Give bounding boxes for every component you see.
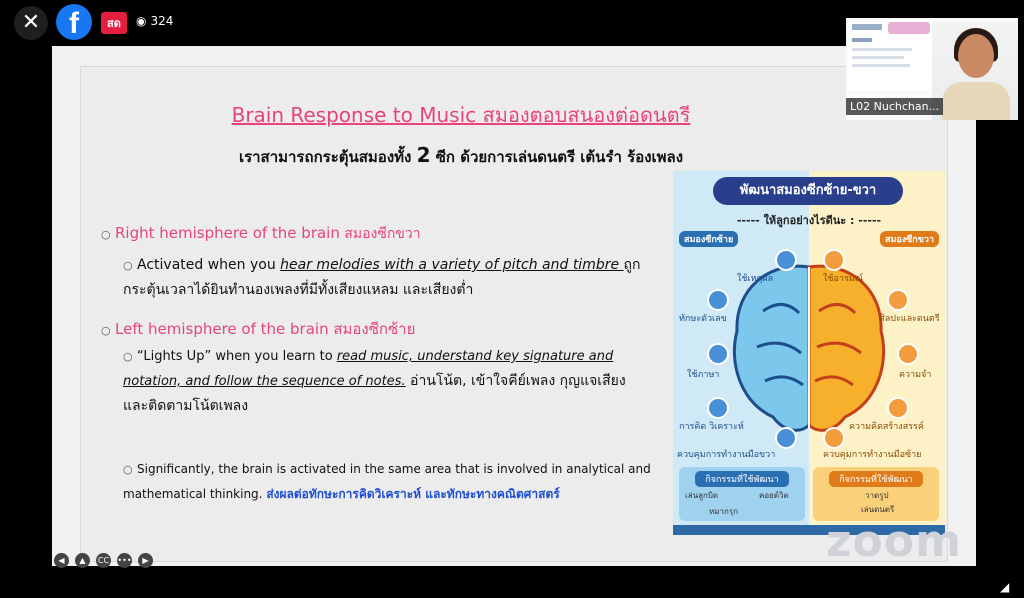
right-hemisphere-heading [101, 223, 421, 245]
speaker-body [942, 82, 1010, 120]
left-hemisphere-text [123, 345, 643, 419]
infographic-title: พัฒนาสมองซีกซ้าย-ขวา [713, 177, 903, 205]
right-item-4: ควบคุมการทำงานมือซ้าย [823, 450, 922, 460]
right-activities-title: กิจกรรมที่ใช้พัฒนา [829, 471, 923, 487]
facebook-logo[interactable]: f [56, 4, 92, 40]
bullet-icon: ○ [123, 463, 133, 476]
captions-icon[interactable]: CC [96, 553, 111, 568]
live-badge: สด [101, 12, 127, 34]
right-heading-en: Right hemisphere of the brain [115, 224, 340, 242]
left-text-thai: อ่านโน้ต, เข้าใจคีย์เพลง กุญแจเสียง และติดตามโน้ตเพลง [123, 373, 626, 414]
more-options-icon[interactable]: ••• [117, 553, 132, 568]
right-activities-box [813, 467, 939, 521]
left-activity-1: คอยต์วิต [759, 491, 789, 500]
left-hemisphere-heading [101, 317, 415, 341]
speaker-video-thumbnail[interactable] [846, 18, 1018, 120]
left-text-pre: “Lights Up” when you learn to [137, 349, 337, 364]
left-item-4: ควบคุมการทำงานมือขวา [677, 450, 776, 460]
significance-th: ส่งผลต่อทักษะการคิดวิเคราะห์ และทักษะทางคณิตศาสตร์ [266, 487, 560, 501]
left-brain-shape [734, 266, 809, 430]
right-hand-icon [775, 427, 797, 449]
right-heading-th: สมองซีกขวา [339, 226, 421, 242]
slide-subtitle [81, 143, 841, 169]
speaker-shared-slide [848, 20, 934, 90]
zoom-watermark: zoom [826, 516, 962, 567]
analysis-icon [707, 397, 729, 419]
bullet-icon: ○ [101, 228, 111, 241]
right-hemisphere-text [123, 253, 643, 302]
brain-infographic [673, 171, 945, 535]
video-stage[interactable] [52, 46, 976, 566]
right-item-2: ความจำ [899, 370, 932, 380]
bullet-icon: ○ [123, 259, 133, 272]
left-heading-th: สมองซีกซ้าย [328, 320, 416, 338]
eye-icon: ◉ [136, 14, 147, 28]
left-item-1: ทักษะตัวเลข [679, 314, 727, 324]
pointer-icon[interactable]: ▲ [75, 553, 90, 568]
bullet-icon: ○ [101, 324, 111, 337]
right-brain-heading: สมองซีกขวา [880, 231, 939, 247]
slide-subtitle-pre: เราสามารถกระตุ้นสมองทั้ง [238, 148, 417, 166]
significance-en: Significantly, the brain is activated in the same area that is involved in analytical and mathematical thinking. [123, 462, 651, 501]
left-heading-en: Left hemisphere of the brain [115, 320, 329, 338]
left-activities-title: กิจกรรมที่ใช้พัฒนา [695, 471, 789, 487]
left-brain-heading: สมองซีกซ้าย [679, 231, 738, 247]
right-text-underlined: hear melodies with a variety of pitch and timbre [280, 257, 624, 273]
speaker-name-label: L02 Nuchchan... [846, 98, 943, 115]
right-brain-shape [809, 266, 884, 430]
left-activities-box [679, 467, 805, 521]
viewer-count [136, 14, 173, 28]
right-activity-1: เล่นดนตรี [861, 505, 895, 514]
speaker-video [932, 22, 1018, 120]
right-item-0: ใช้อารมณ์ [823, 274, 864, 284]
numbers-icon [707, 289, 729, 311]
left-activity-2: หมากรุก [709, 507, 739, 516]
art-music-icon [887, 289, 909, 311]
right-text-thai: ถูกกระตุ้นเวลาได้ยินทำนองเพลงที่มีทั้งเสียงแหลม และเสียงต่ำ [123, 257, 641, 298]
left-item-3: การคิด วิเคราะห์ [679, 422, 744, 432]
speaker-slide-preview [848, 20, 934, 90]
slide-controls [54, 548, 159, 564]
slide-subtitle-number: 2 [416, 143, 431, 167]
viewer-count-value: 324 [150, 14, 174, 28]
emotion-icon [823, 249, 845, 271]
memory-icon [897, 343, 919, 365]
creativity-icon [887, 397, 909, 419]
slide-title: Brain Response to Music สมองตอบสนองต่อดนตรี [231, 103, 691, 127]
reasoning-icon [775, 249, 797, 271]
next-slide-icon[interactable]: ▶ [138, 553, 153, 568]
close-icon[interactable]: ✕ [14, 6, 48, 40]
speaker-face [958, 34, 994, 78]
right-text-pre: Activated when you [137, 257, 281, 273]
right-item-1: ศิลปะและดนตรี [879, 314, 940, 324]
language-icon [707, 343, 729, 365]
left-hand-icon [823, 427, 845, 449]
left-text-underlined: read music, understand key signature and notation, and follow the sequence of notes. [123, 349, 614, 389]
presentation-slide [80, 66, 948, 562]
infographic-subtitle: ----- ให้ลูกอย่างไรดีนะ : ----- [736, 214, 882, 227]
left-activity-0: เล่นลูกบิด [685, 491, 719, 500]
bullet-icon: ○ [123, 350, 133, 363]
previous-slide-icon[interactable]: ◀ [54, 553, 69, 568]
left-item-2: ใช้ภาษา [687, 370, 720, 380]
left-item-0: ใช้เหตุผล [737, 274, 774, 284]
volume-icon[interactable]: ◢ [1000, 580, 1010, 594]
significance-text [123, 457, 663, 506]
right-activity-0: วาดรูป [865, 491, 889, 500]
slide-subtitle-post: ซีก ด้วยการเล่นดนตรี เต้นรำ ร้องเพลง [430, 148, 684, 166]
right-item-3: ความคิดสร้างสรรค์ [849, 422, 924, 432]
